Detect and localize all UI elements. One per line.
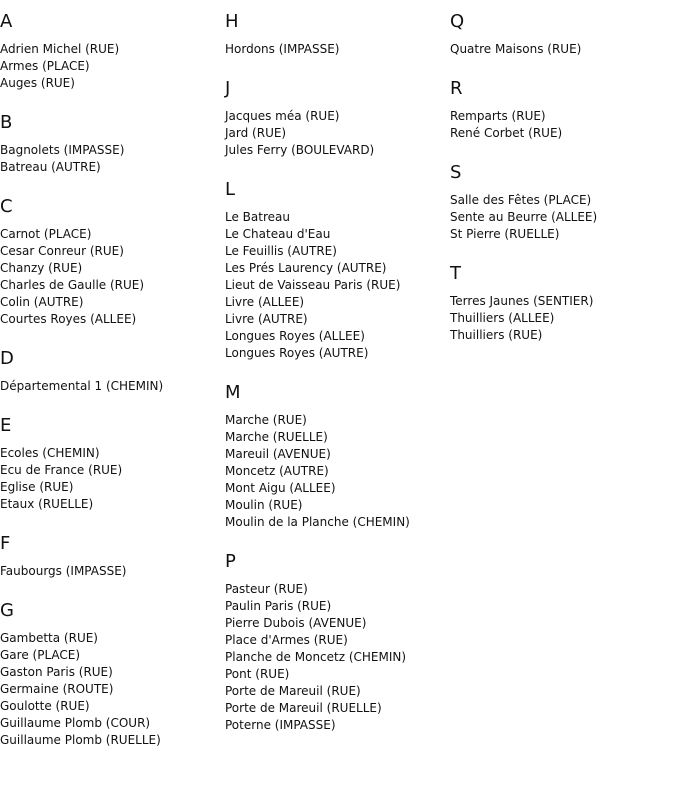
street-item[interactable]: Courtes Royes (ALLEE): [0, 312, 137, 326]
street-item[interactable]: Guillaume Plomb (COUR): [0, 716, 151, 730]
street-item[interactable]: Pasteur (RUE): [225, 582, 308, 596]
street-item[interactable]: Cesar Conreur (RUE): [0, 244, 124, 258]
letter-group-e: [0, 415, 220, 513]
street-item[interactable]: Longues Royes (ALLEE): [225, 329, 365, 343]
letter-heading: R: [450, 78, 463, 99]
street-list: [225, 108, 445, 159]
street-item[interactable]: Longues Royes (AUTRE): [225, 346, 369, 360]
street-item[interactable]: Carnot (PLACE): [0, 227, 92, 241]
letter-group-a: [0, 11, 220, 92]
letter-group-l: [225, 179, 445, 362]
street-list: [0, 445, 220, 513]
letter-heading: S: [450, 162, 462, 183]
street-item[interactable]: Thuilliers (RUE): [450, 328, 543, 342]
street-item[interactable]: Terres Jaunes (SENTIER): [450, 294, 594, 308]
street-item[interactable]: St Pierre (RUELLE): [450, 227, 560, 241]
street-item[interactable]: Hordons (IMPASSE): [225, 42, 340, 56]
letter-group-m: [225, 382, 445, 531]
letter-heading: D: [0, 348, 14, 369]
street-item[interactable]: Planche de Moncetz (CHEMIN): [225, 650, 407, 664]
street-item[interactable]: Jacques méa (RUE): [225, 109, 340, 123]
letter-group-p: [225, 551, 445, 734]
street-item[interactable]: Marche (RUELLE): [225, 430, 328, 444]
street-list: [225, 209, 445, 362]
street-item[interactable]: Chanzy (RUE): [0, 261, 83, 275]
street-list: [225, 41, 445, 58]
letter-group-s: [450, 162, 670, 243]
street-list: [450, 41, 670, 58]
street-list: [450, 108, 670, 142]
street-item[interactable]: Marche (RUE): [225, 413, 307, 427]
letter-heading: E: [0, 415, 12, 436]
street-item[interactable]: René Corbet (RUE): [450, 126, 563, 140]
street-item[interactable]: Faubourgs (IMPASSE): [0, 564, 127, 578]
letter-heading: T: [450, 263, 461, 284]
letter-heading: Q: [450, 11, 465, 32]
street-item[interactable]: Mont Aigu (ALLEE): [225, 481, 336, 495]
street-item[interactable]: Goulotte (RUE): [0, 699, 90, 713]
street-item[interactable]: Bagnolets (IMPASSE): [0, 143, 125, 157]
street-item[interactable]: Paulin Paris (RUE): [225, 599, 332, 613]
letter-group-d: [0, 348, 220, 395]
letter-group-t: [450, 263, 670, 344]
letter-group-j: [225, 78, 445, 159]
street-item[interactable]: Thuilliers (ALLEE): [450, 311, 555, 325]
street-item[interactable]: Place d'Armes (RUE): [225, 633, 348, 647]
street-list: [225, 581, 445, 734]
street-item[interactable]: Mareuil (AVENUE): [225, 447, 331, 461]
street-item[interactable]: Les Prés Laurency (AUTRE): [225, 261, 387, 275]
street-list: [0, 226, 220, 328]
letter-heading: M: [225, 382, 241, 403]
index-column-3: [450, 0, 670, 364]
street-list: [0, 142, 220, 176]
street-item[interactable]: Remparts (RUE): [450, 109, 546, 123]
street-item[interactable]: Salle des Fêtes (PLACE): [450, 193, 592, 207]
letter-heading: L: [225, 179, 236, 200]
street-item[interactable]: Gaston Paris (RUE): [0, 665, 113, 679]
street-item[interactable]: Moncetz (AUTRE): [225, 464, 329, 478]
street-item[interactable]: Germaine (ROUTE): [0, 682, 114, 696]
street-list: [450, 293, 670, 344]
letter-group-g: [0, 600, 220, 749]
street-item[interactable]: Etaux (RUELLE): [0, 497, 94, 511]
letter-heading: G: [0, 600, 14, 621]
street-item[interactable]: Adrien Michel (RUE): [0, 42, 120, 56]
street-item[interactable]: Auges (RUE): [0, 76, 75, 90]
street-item[interactable]: Jules Ferry (BOULEVARD): [225, 143, 375, 157]
street-item[interactable]: Eglise (RUE): [0, 480, 74, 494]
letter-heading: F: [0, 533, 11, 554]
street-list: [0, 378, 220, 395]
street-item[interactable]: Ecu de France (RUE): [0, 463, 123, 477]
letter-heading: C: [0, 196, 13, 217]
street-item[interactable]: Moulin de la Planche (CHEMIN): [225, 515, 410, 529]
street-list: [450, 192, 670, 243]
street-item[interactable]: Porte de Mareuil (RUELLE): [225, 701, 382, 715]
street-item[interactable]: Moulin (RUE): [225, 498, 303, 512]
letter-heading: B: [0, 112, 13, 133]
street-item[interactable]: Guillaume Plomb (RUELLE): [0, 733, 161, 747]
street-item[interactable]: Poterne (IMPASSE): [225, 718, 336, 732]
street-item[interactable]: Gare (PLACE): [0, 648, 81, 662]
street-item[interactable]: Livre (AUTRE): [225, 312, 308, 326]
letter-group-f: [0, 533, 220, 580]
letter-group-r: [450, 78, 670, 142]
street-list: [0, 563, 220, 580]
letter-heading: H: [225, 11, 239, 32]
index-column-2: [225, 0, 445, 754]
street-item[interactable]: Batreau (AUTRE): [0, 160, 101, 174]
street-item[interactable]: Le Feuillis (AUTRE): [225, 244, 337, 258]
letter-group-b: [0, 112, 220, 176]
street-item[interactable]: Armes (PLACE): [0, 59, 90, 73]
street-item[interactable]: Livre (ALLEE): [225, 295, 305, 309]
street-item[interactable]: Colin (AUTRE): [0, 295, 84, 309]
street-item[interactable]: Pont (RUE): [225, 667, 290, 681]
street-item[interactable]: Sente au Beurre (ALLEE): [450, 210, 598, 224]
street-item[interactable]: Le Chateau d'Eau: [225, 227, 331, 241]
street-list: [0, 630, 220, 749]
index-column-1: [0, 0, 220, 769]
letter-heading: J: [225, 78, 231, 99]
street-item[interactable]: Lieut de Vaisseau Paris (RUE): [225, 278, 401, 292]
street-item[interactable]: Charles de Gaulle (RUE): [0, 278, 145, 292]
street-item[interactable]: Quatre Maisons (RUE): [450, 42, 582, 56]
street-item[interactable]: Gambetta (RUE): [0, 631, 98, 645]
letter-heading: P: [225, 551, 236, 572]
street-item[interactable]: Porte de Mareuil (RUE): [225, 684, 361, 698]
letter-group-c: [0, 196, 220, 328]
letter-heading: A: [0, 11, 13, 32]
street-list: [225, 412, 445, 531]
letter-group-q: [450, 11, 670, 58]
street-list: [0, 41, 220, 92]
street-item[interactable]: Départemental 1 (CHEMIN): [0, 379, 164, 393]
street-item[interactable]: Pierre Dubois (AVENUE): [225, 616, 367, 630]
letter-group-h: [225, 11, 445, 58]
street-item[interactable]: Le Batreau: [225, 210, 290, 224]
street-item[interactable]: Ecoles (CHEMIN): [0, 446, 100, 460]
street-item[interactable]: Jard (RUE): [225, 126, 287, 140]
